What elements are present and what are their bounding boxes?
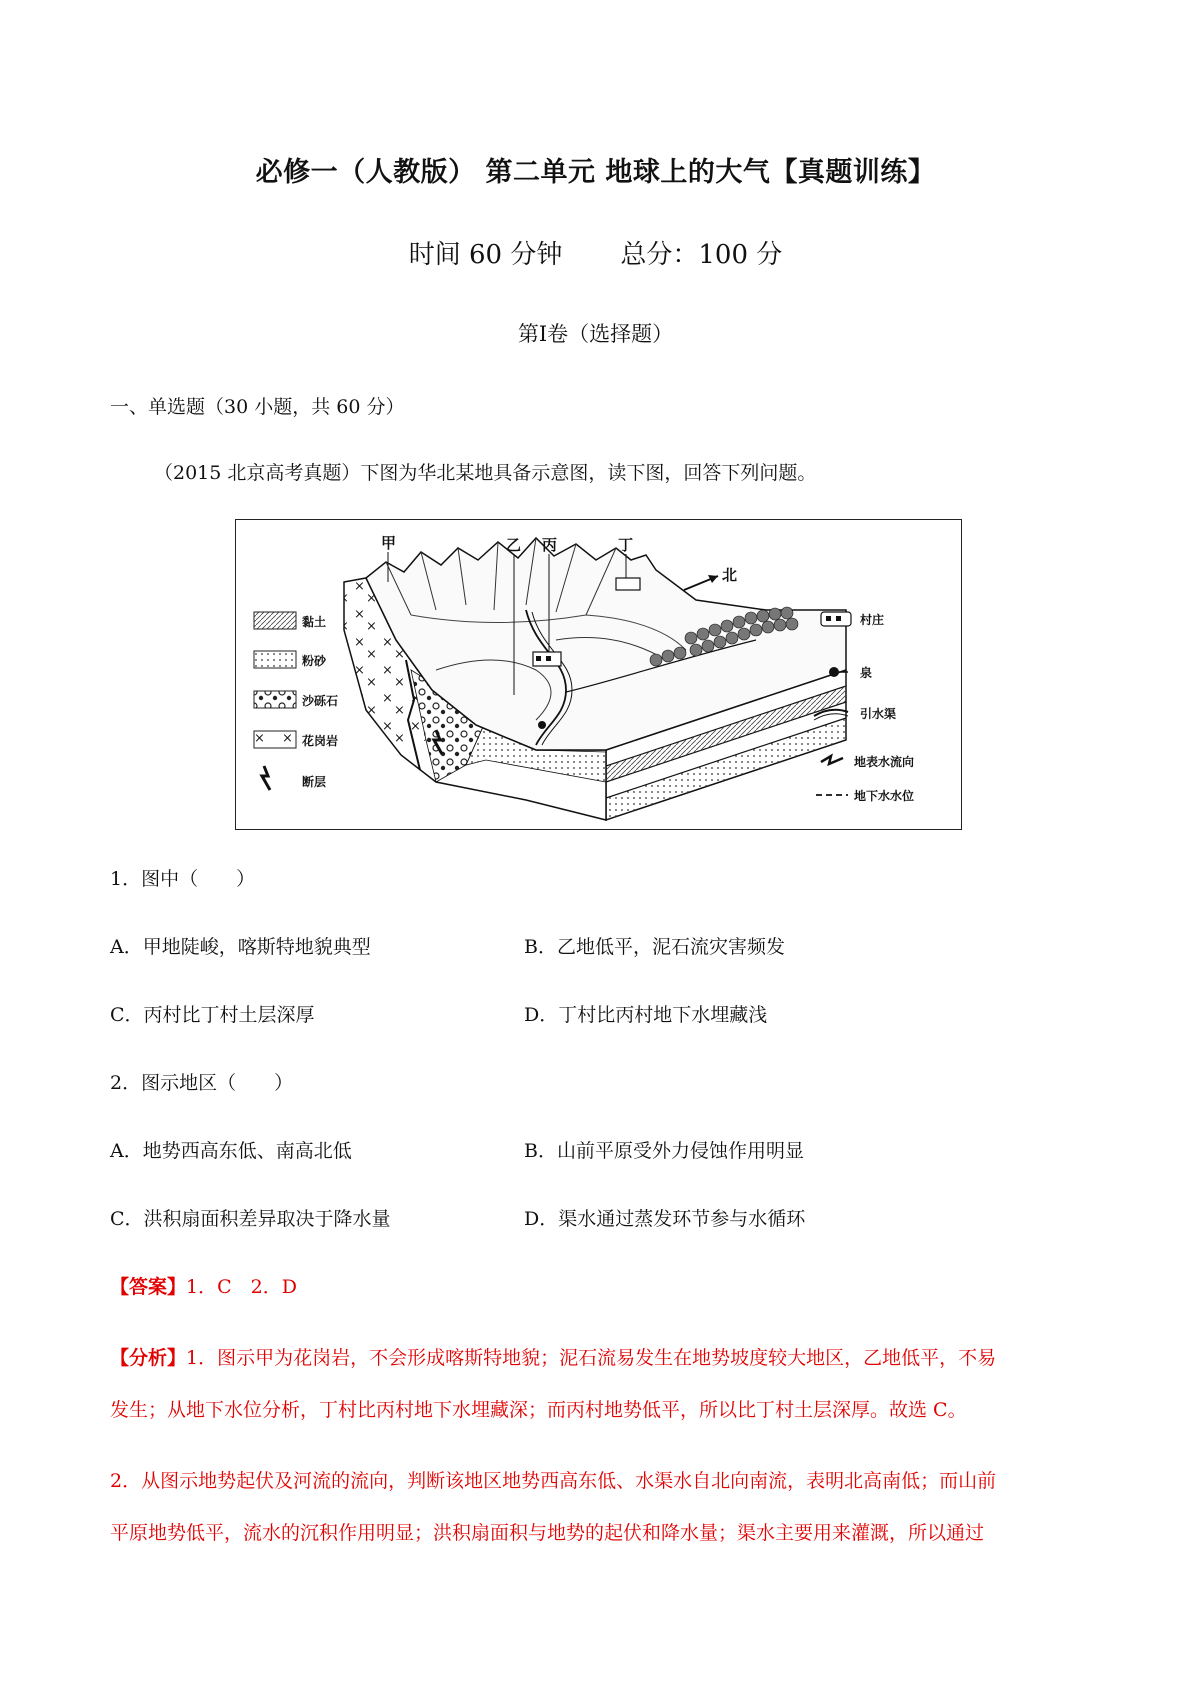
legend-label-granite: 花岗岩 <box>302 734 339 748</box>
north-arrow <box>684 566 737 590</box>
diagram-svg <box>236 520 963 831</box>
legend-label-silt: 粉砂 <box>302 654 327 668</box>
legend-label-canal: 引水渠 <box>860 707 897 721</box>
analysis-text-1: 1．图示甲为花岗岩，不会形成喀斯特地貌；泥石流易发生在地势坡度较大地区，乙地低平，不易 <box>186 1347 997 1369</box>
legend-swatch-gravel <box>254 691 296 708</box>
analysis-line-1 <box>110 1343 996 1370</box>
label-yi: 乙 <box>506 536 522 554</box>
question-1-option-a[interactable]: A．甲地陡峻，喀斯特地貌典型 <box>110 936 371 958</box>
exam-score: 总分：100 分 <box>620 240 783 270</box>
answer-line <box>110 1272 297 1299</box>
exam-info <box>0 234 1191 271</box>
question-2-stem: 2．图示地区（ ） <box>110 1072 294 1094</box>
legend-swatch-granite <box>254 731 296 748</box>
part-heading: 第Ⅰ卷（选择题） <box>517 322 674 346</box>
legend-swatch-spring <box>829 667 839 677</box>
legend-label-gravel: 沙砾石 <box>302 694 339 708</box>
legend-left <box>254 612 338 790</box>
answer-text: 1．C 2．D <box>186 1276 297 1298</box>
north-label: 北 <box>722 566 738 584</box>
legend-swatch-clay <box>254 612 296 629</box>
question-1-option-b[interactable]: B．乙地低平，泥石流灾害频发 <box>524 936 785 958</box>
question-2-option-c[interactable]: C．洪积扇面积差异取决于降水量 <box>110 1208 391 1230</box>
geology-block-diagram <box>235 519 962 830</box>
page-title: 必修一（人教版） 第二单元 地球上的大气【真题训练】 <box>255 157 936 188</box>
label-bing: 丙 <box>542 536 558 554</box>
question-2-option-d[interactable]: D．渠水通过蒸发环节参与水循环 <box>524 1208 806 1230</box>
answer-label: 【答案】 <box>110 1276 187 1298</box>
question-1-option-d[interactable]: D．丁村比丙村地下水埋藏浅 <box>524 1004 768 1026</box>
legend-label-clay: 黏土 <box>302 615 327 629</box>
analysis-line-2: 发生；从地下水位分析，丁村比丙村地下水埋藏深；而丙村地势低平，所以比丁村土层深厚。故选 C。 <box>110 1399 967 1421</box>
analysis-line-3: 2．从图示地势起伏及河流的流向，判断该地区地势西高东低、水渠水自北向南流，表明北高南低；而山前 <box>110 1470 997 1492</box>
label-jia: 甲 <box>381 534 397 552</box>
exam-time: 时间 60 分钟 <box>408 240 563 270</box>
analysis-line-4: 平原地势低平，流水的沉积作用明显；洪积扇面积与地势的起伏和降水量；渠水主要用来灌溉，所以通过 <box>110 1522 985 1544</box>
legend-label-spring: 泉 <box>860 666 873 680</box>
legend-swatch-flow <box>821 756 843 764</box>
question-2-option-b[interactable]: B．山前平原受外力侵蚀作用明显 <box>524 1140 804 1162</box>
legend-swatch-silt <box>254 651 296 668</box>
village-ding <box>616 578 640 590</box>
label-ding: 丁 <box>618 536 634 554</box>
legend-label-fault: 断层 <box>302 775 327 789</box>
legend-label-flow: 地表水流向 <box>854 755 915 769</box>
section-heading: 一、单选题（30 小题，共 60 分） <box>110 396 405 418</box>
question-2-option-a[interactable]: A．地势西高东低、南高北低 <box>110 1140 352 1162</box>
question-stem: （2015 北京高考真题）下图为华北某地具备示意图，读下图，回答下列问题。 <box>154 462 817 484</box>
legend-label-watertable: 地下水水位 <box>854 789 915 803</box>
question-1-option-c[interactable]: C．丙村比丁村土层深厚 <box>110 1004 315 1026</box>
legend-label-village: 村庄 <box>860 613 885 627</box>
block-body <box>344 538 846 820</box>
spring-dot <box>538 721 546 729</box>
analysis-label: 【分析】 <box>110 1347 187 1369</box>
question-1-stem: 1．图中（ ） <box>110 868 256 890</box>
legend-swatch-fault <box>262 766 270 790</box>
